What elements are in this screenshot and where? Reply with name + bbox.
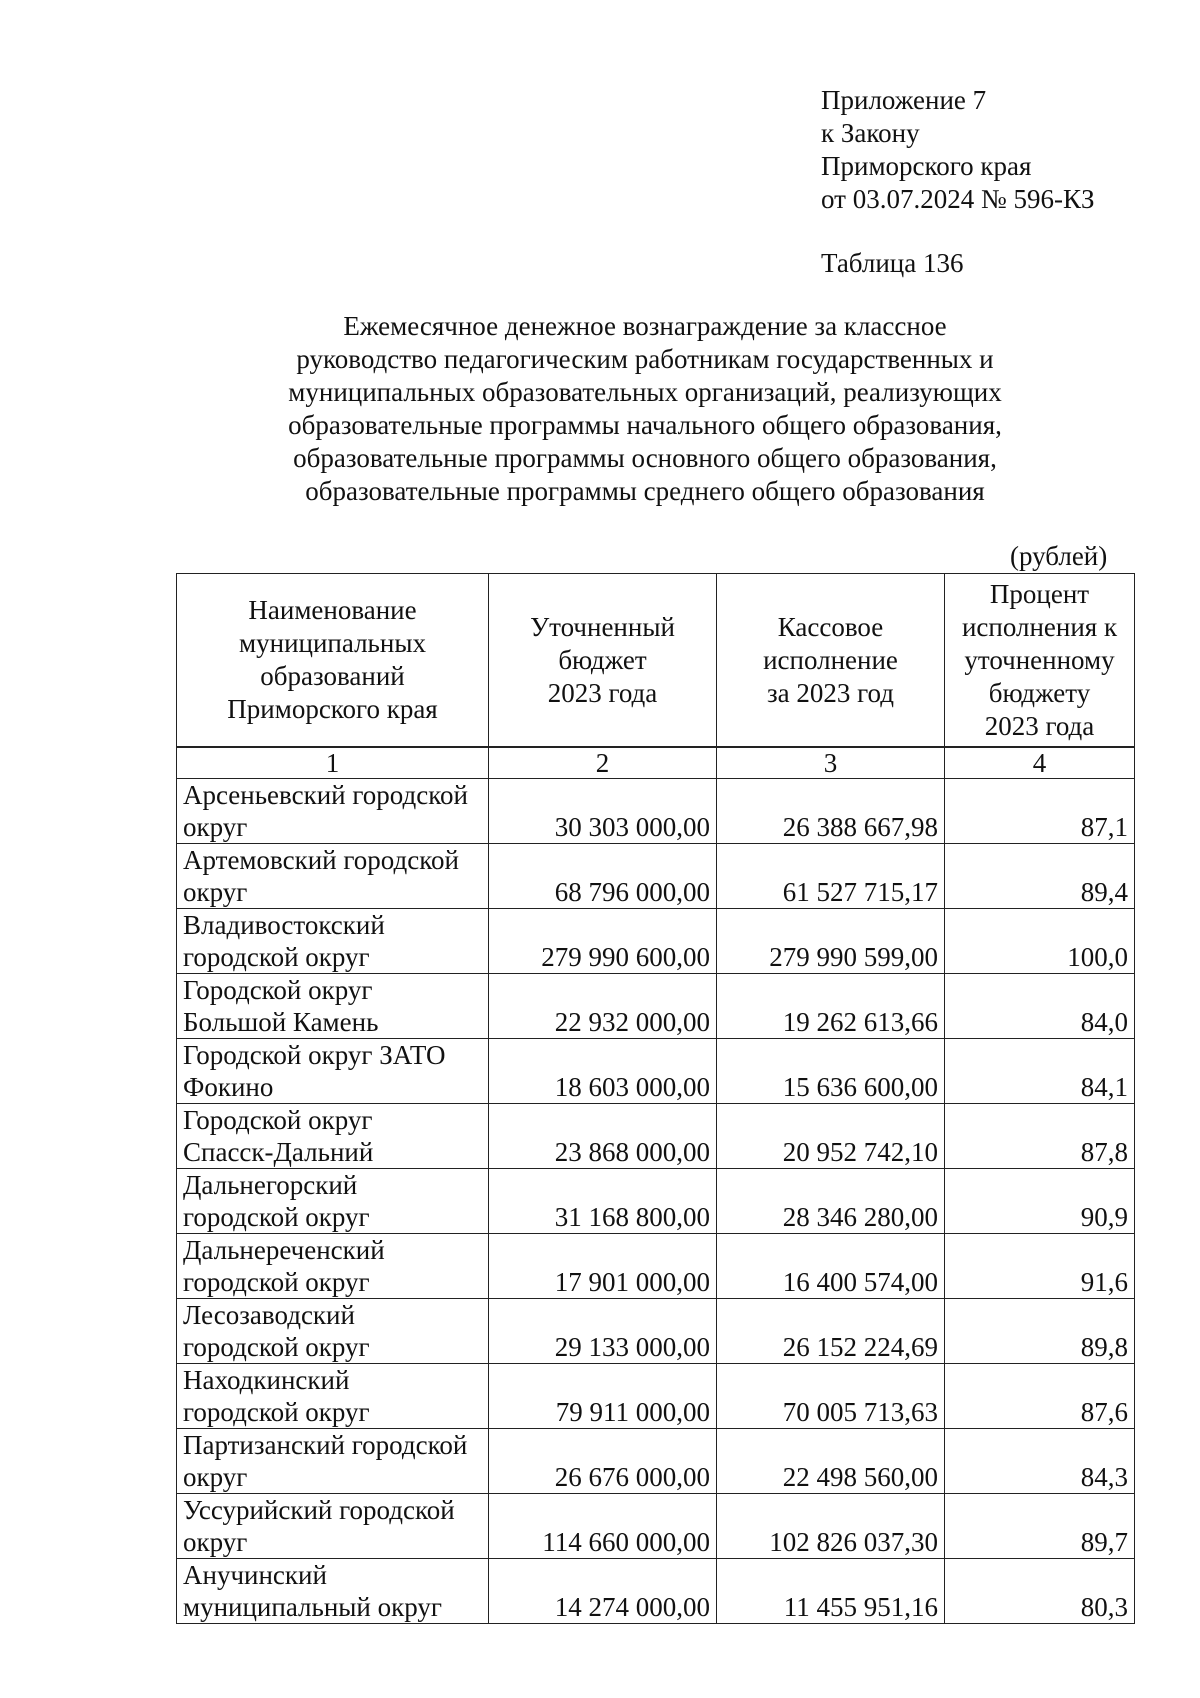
municipality-name-line: Находкинский	[183, 1365, 350, 1395]
column-number: 1	[177, 747, 489, 779]
municipality-name-line: Владивостокский	[183, 910, 385, 940]
municipality-name-line: Городской округ ЗАТО	[183, 1040, 446, 1070]
execution-value: 28 346 280,00	[717, 1169, 945, 1234]
header-line: Кассовое	[777, 611, 884, 642]
municipality-name	[177, 1299, 489, 1364]
municipality-name	[177, 974, 489, 1039]
percent-value: 100,0	[945, 909, 1135, 974]
municipality-name-line: Партизанский городской	[183, 1430, 468, 1460]
title-line: образовательные программы основного общего образования,	[293, 443, 997, 473]
header-line: Уточненный	[530, 611, 675, 642]
percent-value: 89,7	[945, 1494, 1135, 1559]
execution-value: 26 388 667,98	[717, 779, 945, 844]
header-line: исполнение	[763, 644, 898, 675]
municipality-name-line: Уссурийский городской	[183, 1495, 455, 1525]
appendix-line: Приложение 7	[821, 85, 987, 115]
document-title	[230, 310, 1060, 508]
header-line: муниципальных	[239, 628, 426, 658]
budget-value: 31 168 800,00	[489, 1169, 717, 1234]
budget-value: 68 796 000,00	[489, 844, 717, 909]
budget-table	[176, 573, 1135, 1624]
municipality-name-line: городской округ	[183, 1397, 370, 1427]
municipality-name-line: Городской округ	[183, 1105, 373, 1135]
municipality-name-line: Дальнереченский	[183, 1235, 385, 1265]
municipality-name-line: Арсеньевский городской	[183, 780, 468, 810]
header-line: за 2023 год	[766, 677, 894, 708]
municipality-name	[177, 844, 489, 909]
title-line: руководство педагогическим работникам государственных и	[296, 344, 994, 374]
municipality-name	[177, 1169, 489, 1234]
header-line: уточненному	[964, 644, 1115, 675]
municipality-name-line: муниципальный округ	[183, 1592, 442, 1622]
table-row	[177, 1429, 1135, 1494]
execution-value: 22 498 560,00	[717, 1429, 945, 1494]
municipality-name-line: городской округ	[183, 1202, 370, 1232]
municipality-name	[177, 1429, 489, 1494]
header-execution	[717, 574, 945, 748]
header-line: исполнения к	[961, 611, 1118, 642]
percent-value: 87,6	[945, 1364, 1135, 1429]
percent-value: 91,6	[945, 1234, 1135, 1299]
budget-value: 14 274 000,00	[489, 1559, 717, 1624]
header-budget	[489, 574, 717, 748]
header-line: бюджету	[988, 677, 1091, 708]
column-number: 4	[945, 747, 1135, 779]
table-number: Таблица 136	[821, 248, 964, 278]
execution-value: 19 262 613,66	[717, 974, 945, 1039]
table-row	[177, 779, 1135, 844]
units-label: (рублей)	[1010, 541, 1108, 571]
column-number: 2	[489, 747, 717, 779]
column-number: 3	[717, 747, 945, 779]
budget-value: 23 868 000,00	[489, 1104, 717, 1169]
budget-value: 17 901 000,00	[489, 1234, 717, 1299]
budget-value: 18 603 000,00	[489, 1039, 717, 1104]
municipality-name-line: округ	[183, 877, 248, 907]
execution-value: 26 152 224,69	[717, 1299, 945, 1364]
header-municipality	[177, 574, 489, 748]
appendix-line: от 03.07.2024 № 596-КЗ	[821, 184, 1095, 214]
execution-value: 20 952 742,10	[717, 1104, 945, 1169]
execution-value: 279 990 599,00	[717, 909, 945, 974]
table-row	[177, 1104, 1135, 1169]
title-line: Ежемесячное денежное вознаграждение за классное	[343, 311, 947, 341]
table-row	[177, 909, 1135, 974]
municipality-name-line: Большой Камень	[183, 1007, 379, 1037]
municipality-name-line: Дальнегорский	[183, 1170, 358, 1200]
municipality-name	[177, 1364, 489, 1429]
table-row	[177, 1299, 1135, 1364]
municipality-name	[177, 1039, 489, 1104]
table-row	[177, 1234, 1135, 1299]
budget-value: 26 676 000,00	[489, 1429, 717, 1494]
appendix-reference	[821, 84, 1094, 216]
header-row	[177, 574, 1135, 748]
execution-value: 16 400 574,00	[717, 1234, 945, 1299]
municipality-name-line: округ	[183, 1527, 248, 1557]
percent-value: 80,3	[945, 1559, 1135, 1624]
appendix-line: Приморского края	[821, 151, 1032, 181]
table-row	[177, 1364, 1135, 1429]
municipality-name	[177, 909, 489, 974]
table-row	[177, 844, 1135, 909]
budget-value: 22 932 000,00	[489, 974, 717, 1039]
percent-value: 84,1	[945, 1039, 1135, 1104]
execution-value: 70 005 713,63	[717, 1364, 945, 1429]
budget-value: 30 303 000,00	[489, 779, 717, 844]
municipality-name-line: Городской округ	[183, 975, 373, 1005]
execution-value: 11 455 951,16	[717, 1559, 945, 1624]
column-number-row	[177, 747, 1135, 779]
percent-value: 84,0	[945, 974, 1135, 1039]
percent-value: 89,4	[945, 844, 1135, 909]
appendix-line: к Закону	[821, 118, 920, 148]
table-row	[177, 1559, 1135, 1624]
title-line: образовательные программы начального общего образования,	[288, 410, 1002, 440]
municipality-name-line: округ	[183, 1462, 248, 1492]
municipality-name-line: округ	[183, 812, 248, 842]
title-line: образовательные программы среднего общего образования	[305, 476, 985, 506]
header-percent	[945, 574, 1135, 748]
percent-value: 90,9	[945, 1169, 1135, 1234]
table-row	[177, 1494, 1135, 1559]
percent-value: 87,1	[945, 779, 1135, 844]
header-line: образований	[260, 661, 405, 691]
header-line: бюджет	[558, 644, 647, 675]
budget-value: 79 911 000,00	[489, 1364, 717, 1429]
municipality-name-line: Спасск-Дальний	[183, 1137, 374, 1167]
percent-value: 87,8	[945, 1104, 1135, 1169]
header-line: Процент	[989, 578, 1090, 609]
execution-value: 102 826 037,30	[717, 1494, 945, 1559]
municipality-name-line: Фокино	[183, 1072, 274, 1102]
header-line: Приморского края	[227, 694, 438, 724]
municipality-name-line: городской округ	[183, 1332, 370, 1362]
municipality-name-line: городской округ	[183, 1267, 370, 1297]
budget-value: 29 133 000,00	[489, 1299, 717, 1364]
title-line: муниципальных образовательных организаций, реализующих	[288, 377, 1002, 407]
table-row	[177, 974, 1135, 1039]
table-row	[177, 1039, 1135, 1104]
municipality-name	[177, 1494, 489, 1559]
execution-value: 61 527 715,17	[717, 844, 945, 909]
budget-value: 279 990 600,00	[489, 909, 717, 974]
percent-value: 84,3	[945, 1429, 1135, 1494]
municipality-name	[177, 1104, 489, 1169]
municipality-name	[177, 1559, 489, 1624]
municipality-name	[177, 1234, 489, 1299]
header-line: 2023 года	[547, 677, 658, 708]
municipality-name	[177, 779, 489, 844]
execution-value: 15 636 600,00	[717, 1039, 945, 1104]
municipality-name-line: Артемовский городской	[183, 845, 459, 875]
municipality-name-line: городской округ	[183, 942, 370, 972]
table-row	[177, 1169, 1135, 1234]
header-line: 2023 года	[984, 710, 1095, 741]
header-line: Наименование	[248, 595, 417, 625]
municipality-name-line: Анучинский	[183, 1560, 327, 1590]
budget-value: 114 660 000,00	[489, 1494, 717, 1559]
municipality-name-line: Лесозаводский	[183, 1300, 355, 1330]
percent-value: 89,8	[945, 1299, 1135, 1364]
